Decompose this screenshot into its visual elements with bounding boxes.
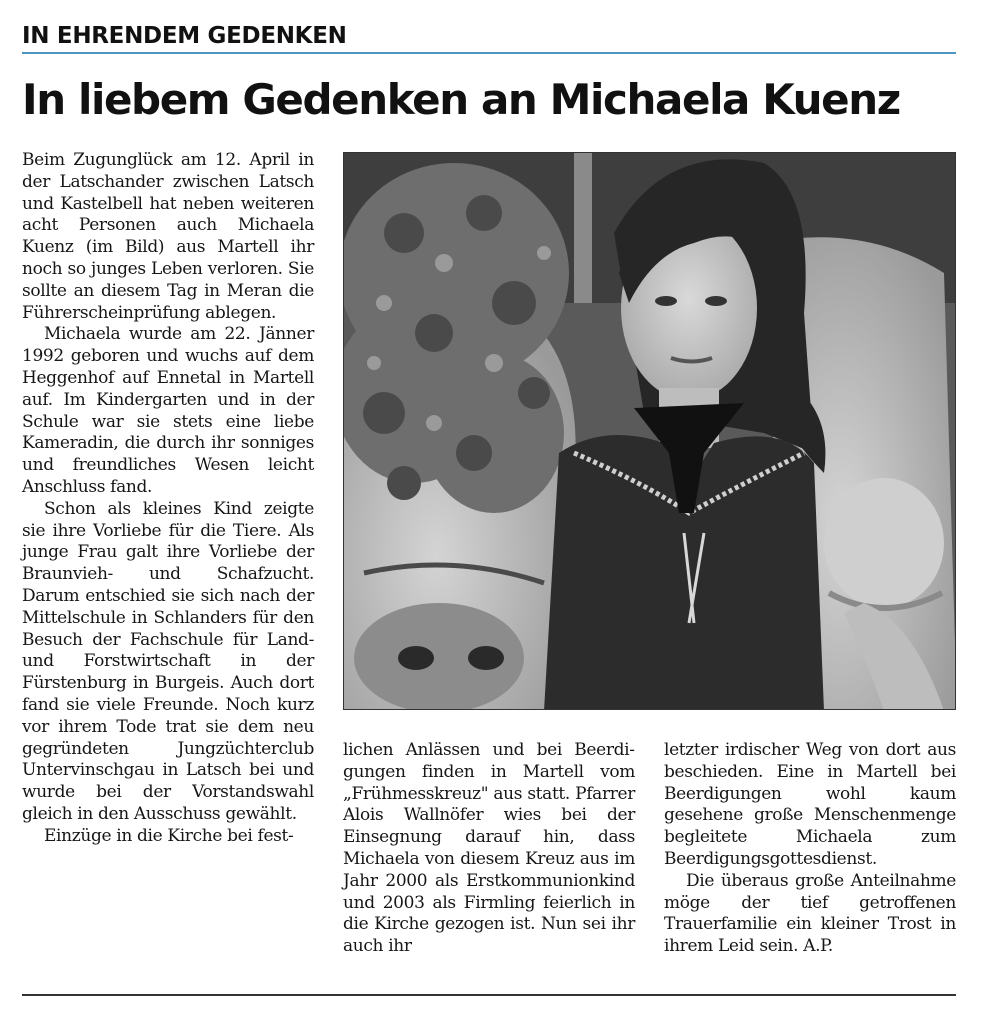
portrait-photo [343,152,956,710]
text-column-3 [664,740,956,958]
paragraph: lichen Anlässen und bei Beerdigungen finden in Martell vom „Frühmesskreuz" aus statt. Pfarrer Alois Wallnöfer wies bei der Einsegnung darauf hin, dass Michaela von diesem Kreuz aus im Jahr 2000 als Erstkommunionkind und 2003 als Firmling feierlich in die Kirche gezogen ist. Nun sei ihr auch ihr [343,740,635,957]
paragraph: Schon als kleines Kind zeigte sie ihre Vorliebe für die Tiere. Als junge Frau galt ihre Vorliebe der Braunvieh- und Schafzucht. Darum entschied sie sich nach der Mittelschule in Schlanders für den Besuch der Fachschule für Land- und Forstwirtschaft in der Fürstenburg in Burgeis. Auch dort fand sie viele Freunde. Noch kurz vor ihrem Tode trat sie dem neu gegründeten Jungzüchterclub Untervinschgau in Latsch bei und wurde bei der Vorstandswahl gleich in den Ausschuss gewählt. [22,498,314,824]
paragraph: Einzüge in die Kirche bei fest- [44,825,294,846]
text-column-1 [22,150,314,848]
paragraph: letzter irdischer Weg von dort aus beschieden. Eine in Martell bei Beerdigungen wohl kaum gesehene große Menschenmenge begleitete Michaela zum Beerdigungsgottesdienst. [664,740,956,869]
paragraph: Die überaus große Anteilnahme möge der tief getroffenen Trauerfamilie ein kleiner Trost in ihrem Leid sein. A.P. [664,870,956,957]
bottom-rule [22,994,956,996]
paragraph: Michaela wurde am 22. Jänner 1992 geboren und wuchs auf dem Heggenhof auf Ennetal in Martell auf. Im Kindergarten und in der Schule war sie stets eine liebe Kameradin, die durch ihr sonniges und freundliches Wesen leicht Anschluss fand. [22,324,314,497]
section-rubric: IN EHRENDEM GEDENKEN [22,22,956,54]
article-headline: In liebem Gedenken an Michaela Kuenz [22,75,900,124]
text-column-2 [343,740,635,958]
paragraph: Beim Zugunglück am 12. April in der Latschander zwischen Latsch und Kastelbell hat neben weiteren acht Personen auch Michaela Kuenz (im Bild) aus Martell ihr noch so junges Leben verloren. Sie sollte an diesem Tag in Meran die Führerscheinprüfung ablegen. [22,150,314,323]
